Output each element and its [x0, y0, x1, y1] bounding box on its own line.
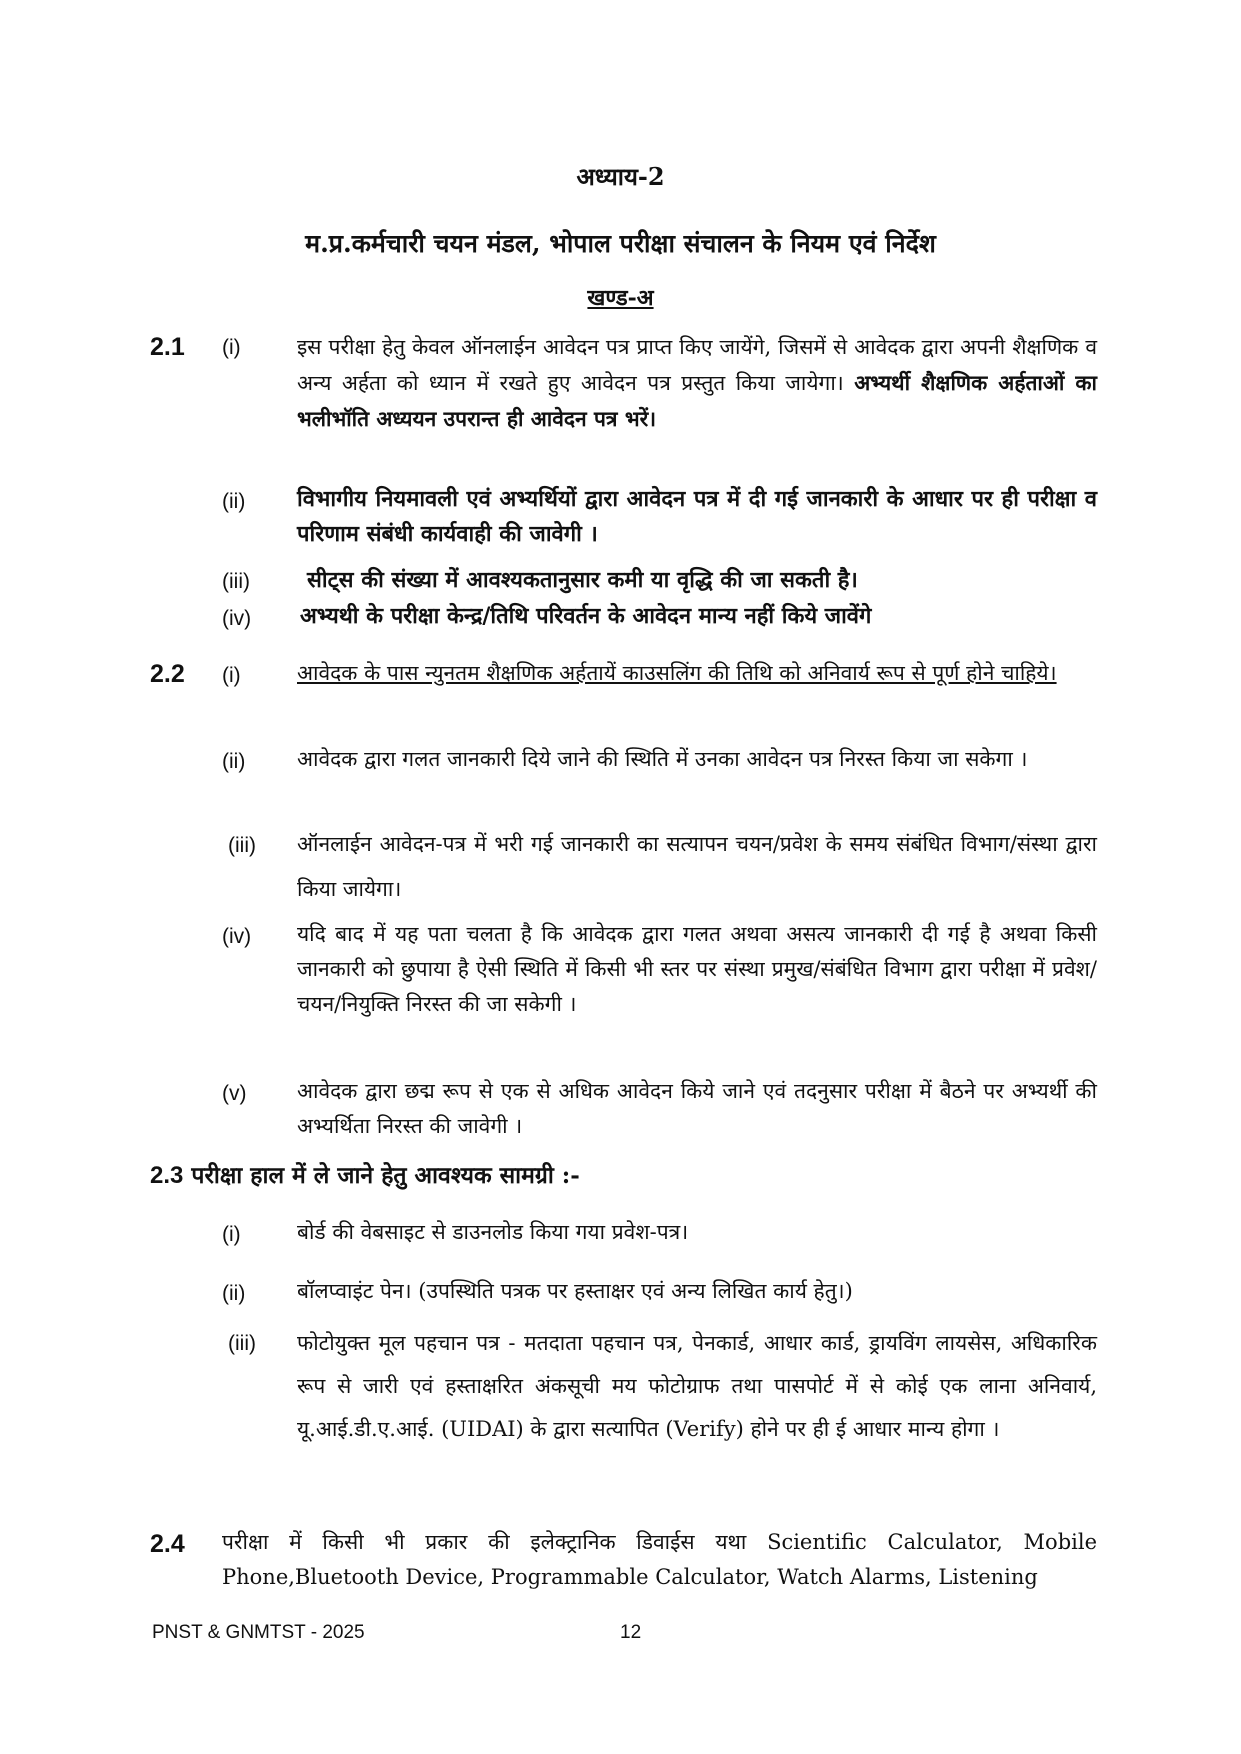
page-number: 12 [620, 1622, 642, 1643]
rule-2-1-iii: सीट्स की संख्या में आवश्यकतानुसार कमी या वृद्धि की जा सकती है। [307, 567, 858, 593]
footer-exam-label: PNST & GNMTST - 2025 [152, 1622, 365, 1643]
section-number-2-2: 2.2 [150, 660, 185, 688]
rule-2-3-i: बोर्ड की वेबसाइट से डाउनलोड किया गया प्रवेश-पत्र। [297, 1220, 689, 1244]
rule-2-2-iii: ऑनलाईन आवेदन-पत्र में भरी गई जानकारी का सत्यापन चयन/प्रवेश के समय संबंधित विभाग/संस्था द्वारा किया जायेगा। [297, 832, 1097, 901]
item-roman: (ii) [222, 750, 246, 773]
item-roman: (ii) [222, 1282, 246, 1305]
item-roman: (iii) [222, 570, 250, 593]
item-roman: (iii) [228, 1332, 256, 1355]
section-number-2-1: 2.1 [150, 333, 185, 361]
rule-2-1-ii: विभागीय नियमावली एवं अभ्यर्थियों द्वारा आवेदन पत्र में दी गई जानकारी के आधार पर ही परीक्षा व परिणाम संबंधी कार्यवाही की जावेगी । [297, 486, 1097, 547]
item-roman: (i) [222, 664, 241, 687]
chapter-heading: अध्याय-2 [576, 162, 665, 191]
rule-2-3-ii: बॉलप्वाइंट पेन। (उपस्थिति पत्रक पर हस्ताक्षर एवं अन्य लिखित कार्य हेतु।) [297, 1279, 853, 1303]
rule-2-1-i: इस परीक्षा हेतु केवल ऑनलाईन आवेदन पत्र प्राप्त किए जायेंगे, जिसमें से आवेदक द्वारा अपनी शैक्षणिक व अन्य अर्हता को ध्यान में रखते हुए आवेदन पत्र प्रस्तुत किया जायेगा। अभ्यर्थी शैक्षणिक अर्हताओं का भलीभॉति अध्ययन उपरान्त ही आवेदन पत्र भरें। [297, 335, 1097, 431]
rule-2-2-v: आवेदक द्वारा छद्म रूप से एक से अधिक आवेदन किये जाने एवं तदनुसार परीक्षा में बैठने पर अभ्यर्थी की अभ्यर्थिता निरस्त की जावेगी । [297, 1079, 1097, 1138]
rule-2-2-iv: यदि बाद में यह पता चलता है कि आवेदक द्वारा गलत अथवा असत्य जानकारी दी गई है अथवा किसी जानकारी को छुपाया है ऐसी स्थिति में किसी भी स्तर पर संस्था प्रमुख/संबंधित विभाग द्वारा परीक्षा में प्रवेश/चयन/नियुक्ति निरस्त की जा सकेगी । [297, 922, 1098, 1016]
item-roman: (ii) [222, 490, 246, 513]
item-roman: (iv) [222, 607, 252, 630]
item-roman: (iii) [228, 834, 256, 857]
section-2-3-heading: 2.3 परीक्षा हाल में ले जाने हेतु आवश्यक सामग्री :- [150, 1162, 580, 1189]
rule-2-4: परीक्षा में किसी भी प्रकार की इलेक्ट्रानिक डिवाईस यथा Scientific Calculator, Mobile Phone,Bluetooth Device, Programmable Calculator, Watch Alarms, Listening [222, 1530, 1097, 1589]
rule-2-1-iv: अभ्यथी के परीक्षा केन्द्र/तिथि परिवर्तन के आवेदन मान्य नहीं किये जावेंगे [300, 603, 872, 629]
rule-2-2-i: आवेदक के पास न्युनतम शैक्षणिक अर्हतायें काउसलिंग की तिथि को अनिवार्य रूप से पूर्ण होने चाहिये। [297, 661, 1057, 685]
rule-2-2-ii: आवेदक द्वारा गलत जानकारी दिये जाने की स्थिति में उनका आवेदन पत्र निरस्त किया जा सकेगा । [297, 747, 1028, 771]
section-number-2-4: 2.4 [150, 1530, 185, 1558]
item-roman: (i) [222, 336, 241, 359]
document-title: म.प्र.कर्मचारी चयन मंडल, भोपाल परीक्षा संचालन के नियम एवं निर्देश [305, 229, 936, 258]
item-roman: (v) [222, 1082, 247, 1105]
item-roman: (iv) [222, 925, 252, 948]
rule-2-3-iii: फोटोयुक्त मूल पहचान पत्र - मतदाता पहचान पत्र, पेनकार्ड, आधार कार्ड, ड्रायविंग लायसेस, अधिकारिक रूप से जारी एवं हस्ताक्षरित अंकसूची मय फोटोग्राफ तथा पासपोर्ट में से कोई एक लाना अनिवार्य, यू.आई.डी.ए.आई. (UIDAI) के द्वारा सत्यापित (Verify) होने पर ही ई आधार मान्य होगा । [297, 1331, 1097, 1441]
section-heading: खण्ड-अ [587, 285, 654, 311]
item-roman: (i) [222, 1223, 241, 1246]
